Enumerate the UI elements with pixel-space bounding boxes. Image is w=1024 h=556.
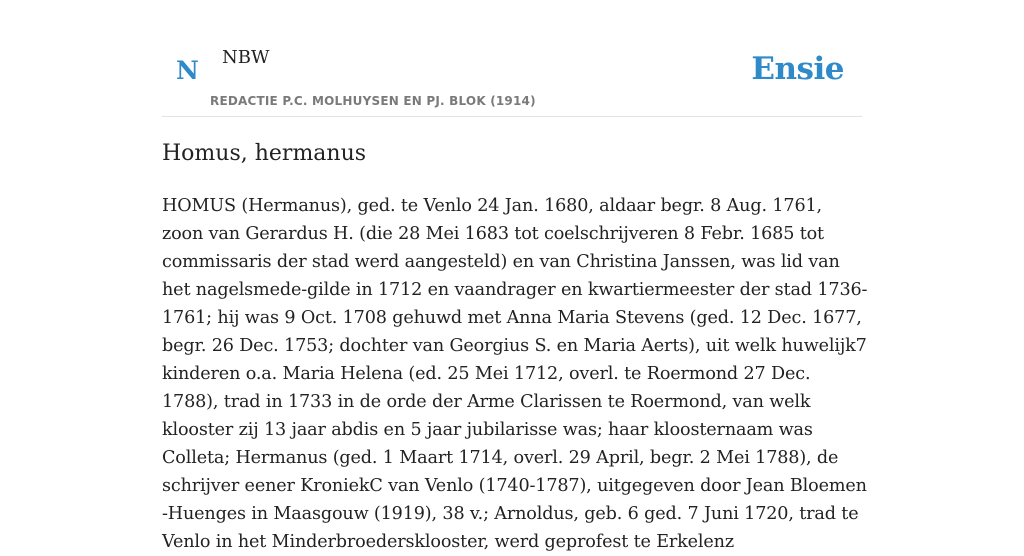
brand-logo[interactable]: Ensie xyxy=(751,51,844,87)
source-title[interactable]: NBW xyxy=(222,47,270,68)
source-subtitle: REDACTIE P.C. MOLHUYSEN EN PJ. BLOK (1914) xyxy=(210,94,536,108)
source-header xyxy=(162,0,862,117)
article-title: Homus, hermanus xyxy=(162,141,367,166)
article-body: HOMUS (Hermanus), ged. te Venlo 24 Jan. 1680, aldaar begr. 8 Aug. 1761, zoon van Gerardus H. (die 28 Mei 1683 tot coelschrijveren 8 Febr. 1685 tot commissaris der stad werd aangesteld) en van Christina Janssen, was lid van het nagelsmede-gilde in 1712 en vaandrager en kwartiermeester der stad 1736-1761; hij was 9 Oct. 1708 gehuwd met Anna Maria Stevens (ged. 12 Dec. 1677, begr. 26 Dec. 1753; dochter van Georgius S. en Maria Aerts), uit welk huwelijk7 kinderen o.a. Maria Helena (ed. 25 Mei 1712, overl. te Roermond 27 Dec. 1788), trad in 1733 in de orde der Arme Clarissen te Roermond, van welk klooster zij 13 jaar abdis en 5 jaar jubilarisse was; haar kloosternaam was Colleta; Hermanus (ged. 1 Maart 1714, overl. 29 April, begr. 2 Mei 1788), de schrijver eener KroniekC van Venlo (1740-1787), uitgegeven door Jean Bloemen -Huenges in Maasgouw (1919), 38 v.; Arnoldus, geb. 6 ged. 7 Juni 1720, trad te Venlo in het Minderbroedersklooster, werd geprofest te Erkelenz xyxy=(162,196,868,552)
source-logo[interactable]: N xyxy=(176,56,199,85)
